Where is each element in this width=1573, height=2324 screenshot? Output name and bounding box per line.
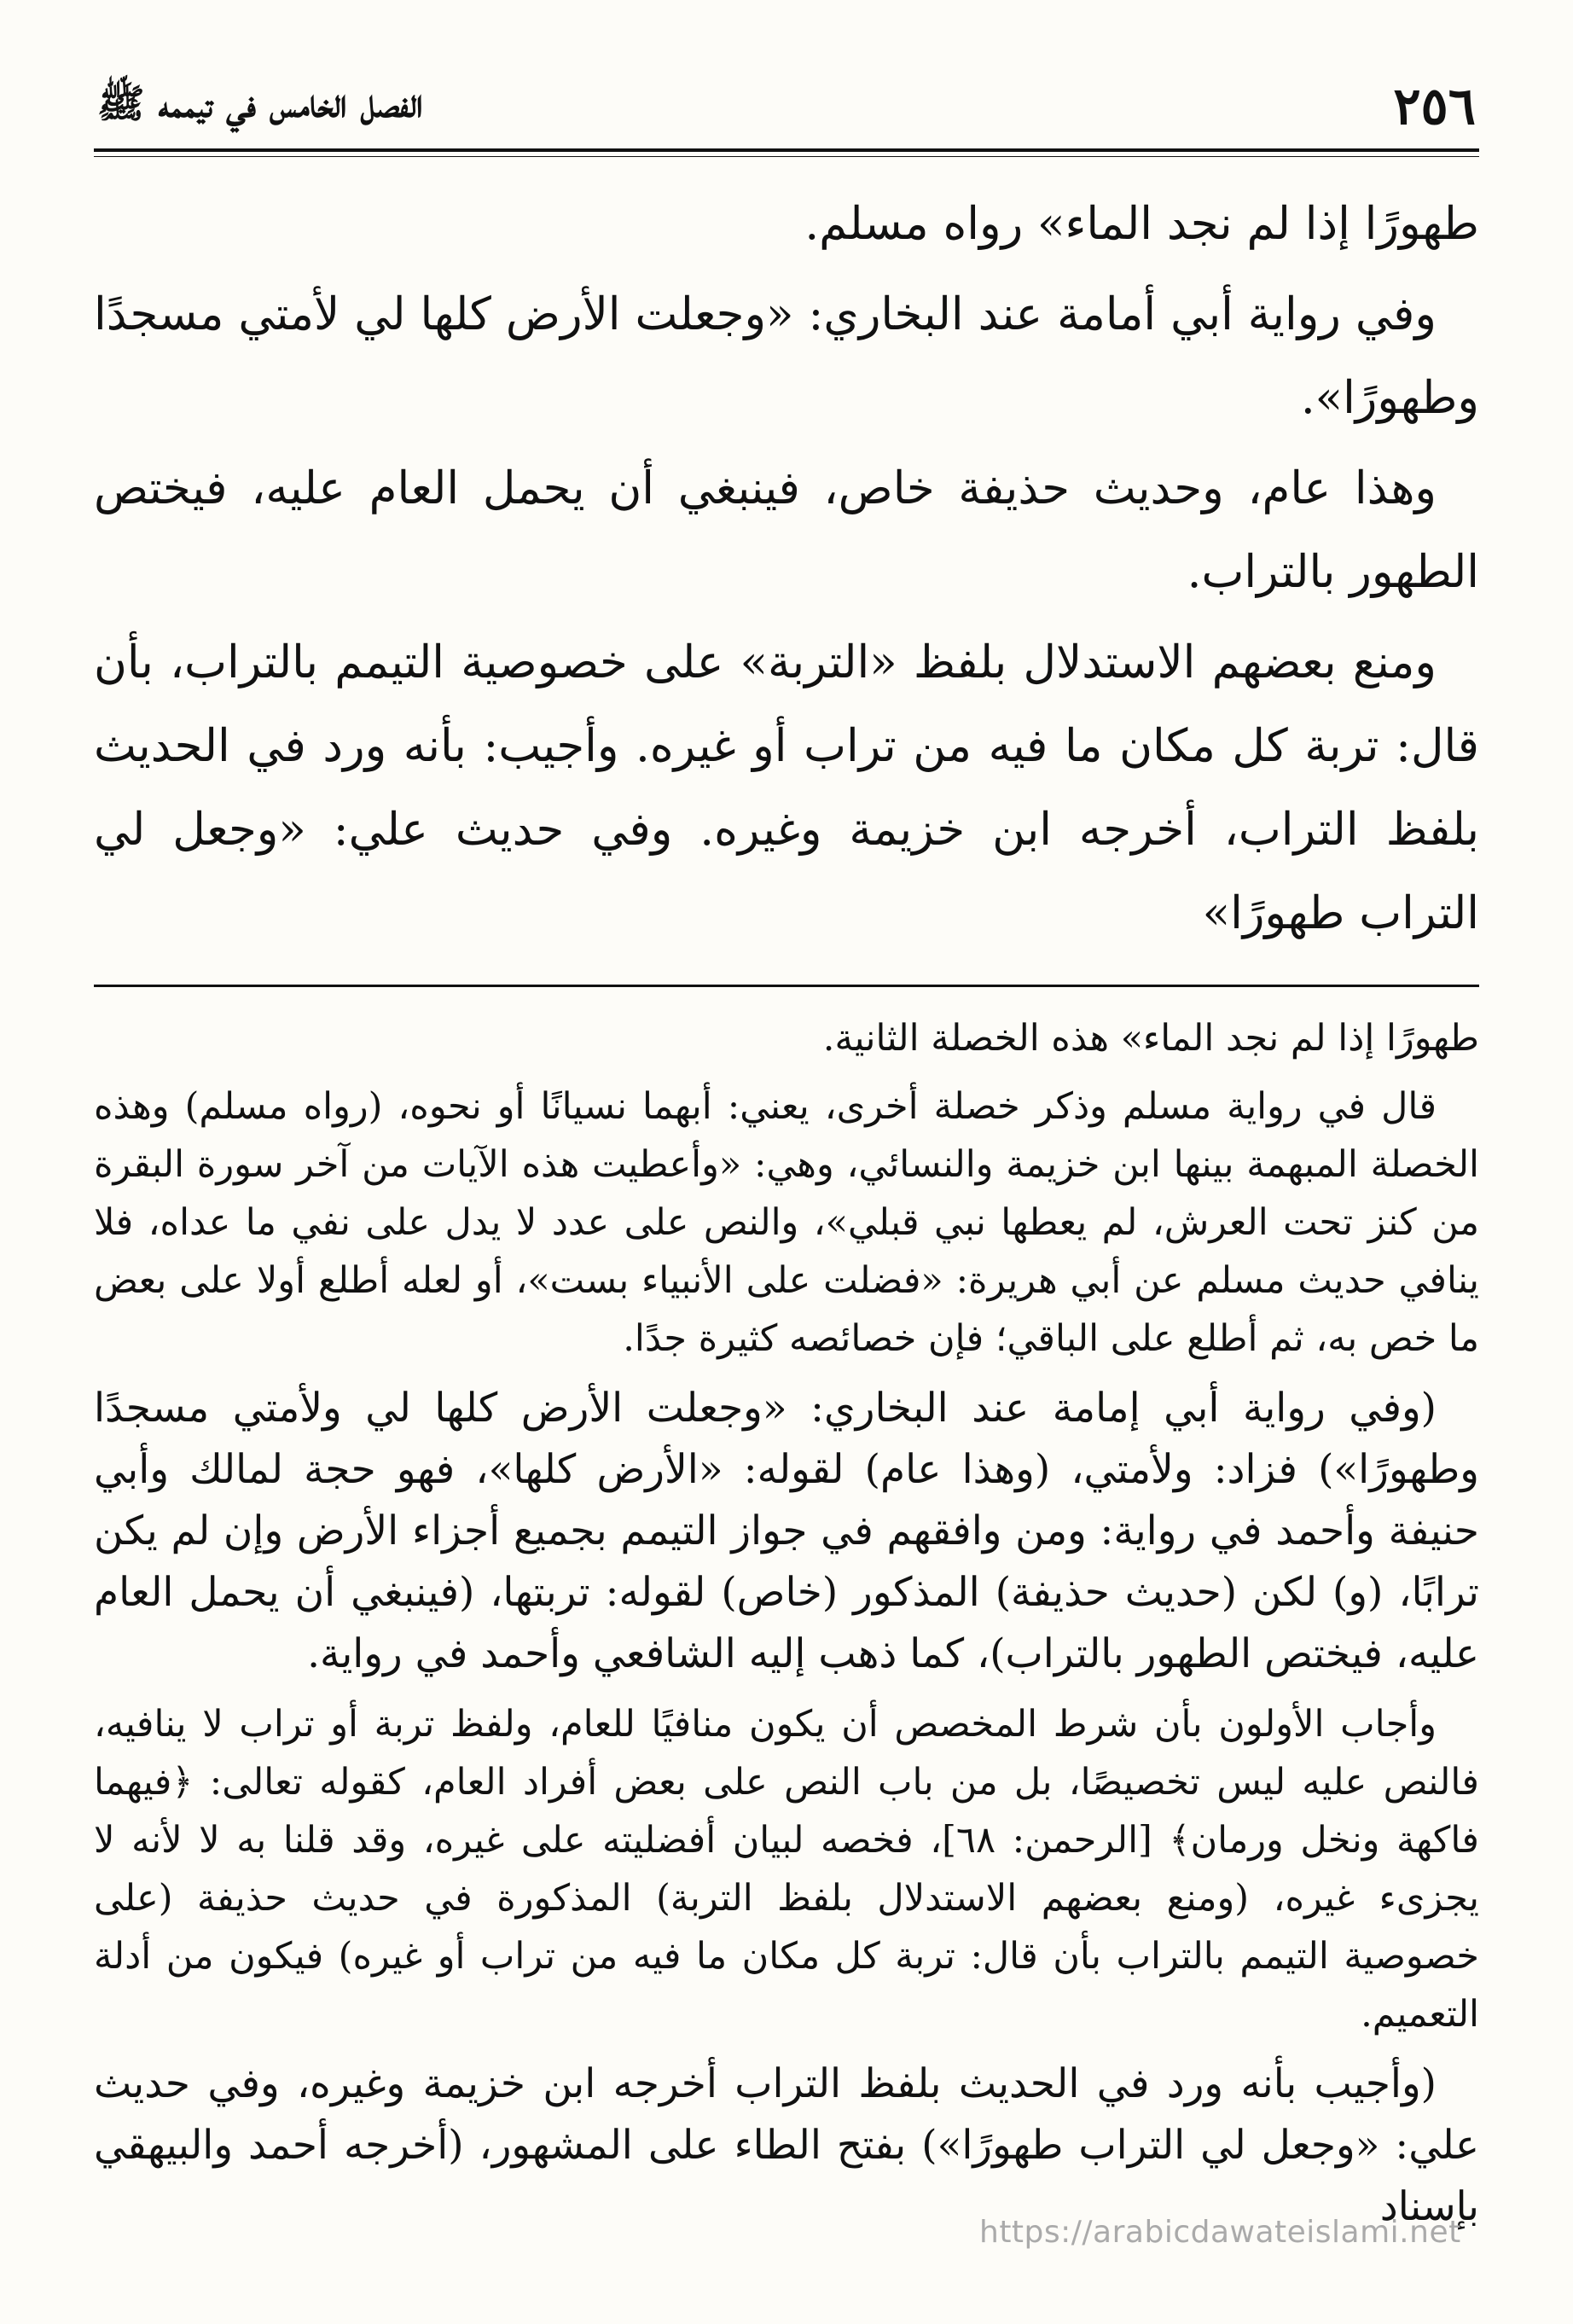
header-rule [94, 148, 1479, 157]
main-paragraph: طهورًا إذا لم نجد الماء» رواه مسلم. [804, 198, 1479, 250]
main-paragraph: وفي رواية أبي أمامة عند البخاري: «وجعلت الأرض كلها لي لأمتي مسجدًا وطهورًا». [94, 288, 1479, 424]
page-number: ٢٥٦ [1393, 77, 1476, 137]
page-header [94, 77, 1479, 148]
commentary-paragraph: وأجاب الأولون بأن شرط المخصص أن يكون منافيًا للعام، ولفظ تربة أو تراب لا ينافيه، فالنص عليه ليس تخصيصًا، بل من باب النص على بعض أفراد العام، كقوله تعالى: ﴿فيهما فاكهة ونخل ورمان﴾ [الرحمن: ٦٨]، فخصه لبيان أفضليته على غيره، وقد قلنا به لا لأنه لا يجزىء غيره، (ومنع بعضهم الاستدلال بلفظ التربة) المذكورة في حديث حذيفة (على خصوصية التيمم بالتراب بأن قال: تربة كل مكان ما فيه من تراب أو غيره) فيكون من أدلة التعميم. [94, 1703, 1479, 2036]
main-paragraph: وهذا عام، وحديث حذيفة خاص، فينبغي أن يحمل العام عليه، فيختص الطهور بالتراب. [94, 462, 1479, 598]
chapter-title: الفصل الخامس في تيممه ﷺ [97, 80, 423, 126]
commentary-paragraph: طهورًا إذا لم نجد الماء» هذه الخصلة الثانية. [822, 1017, 1479, 1060]
main-paragraph: ومنع بعضهم الاستدلال بلفظ «التربة» على خصوصية التيمم بالتراب، بأن قال: تربة كل مكان ما فيه من تراب أو غيره. وأجيب: بأنه ورد في الحديث بلفظ التراب، أخرجه ابن خزيمة وغيره. وفي حديث علي: «وجعل لي التراب طهورًا» [94, 636, 1479, 939]
section-divider [94, 985, 1479, 987]
commentary-paragraph: (وفي رواية أبي إمامة عند البخاري: «وجعلت الأرض كلها لي ولأمتي مسجدًا وطهورًا») فزاد: ولأمتي، (وهذا عام) لقوله: «الأرض كلها»، فهو حجة لمالك وأبي حنيفة وأحمد في رواية: ومن وافقهم في جواز التيمم بجميع أجزاء الأرض وإن لم يكن ترابًا، (و) لكن (حديث حذيفة) المذكور (خاص) لقوله: تربتها، (فينبغي أن يحمل العام عليه، فيختص الطهور بالتراب)، كما ذهب إليه الشافعي وأحمد في رواية. [94, 1385, 1479, 1677]
main-text [94, 183, 1479, 956]
commentary-paragraph: قال في رواية مسلم وذكر خصلة أخرى، يعني: أبهما نسيانًا أو نحوه، (رواه مسلم) وهذه الخصلة المبهمة بينها ابن خزيمة والنسائي، وهي: «وأعطيت هذه الآيات من آخر سورة البقرة من كنز تحت العرش، لم يعطها نبي قبلي»، والنص على عدد لا يدل على نفي ما عداه، فلا ينافي حديث مسلم عن أبي هريرة: «فضلت على الأنبياء بست»، أو لعله أطلع أولا على بعض ما خص به، ثم أطلع على الباقي؛ فإن خصائصه كثيرة جدًا. [94, 1085, 1479, 1360]
commentary-paragraph: (وأجيب بأنه ورد في الحديث بلفظ التراب أخرجه ابن خزيمة وغيره، وفي حديث علي: «وجعل لي التراب طهورًا») بفتح الطاء على المشهور، (أخرجه أحمد والبيهقي بإسناد [94, 2060, 1479, 2230]
watermark-url: https://arabicdawateislami.net [979, 2215, 1461, 2250]
commentary-text [94, 1009, 1479, 2238]
